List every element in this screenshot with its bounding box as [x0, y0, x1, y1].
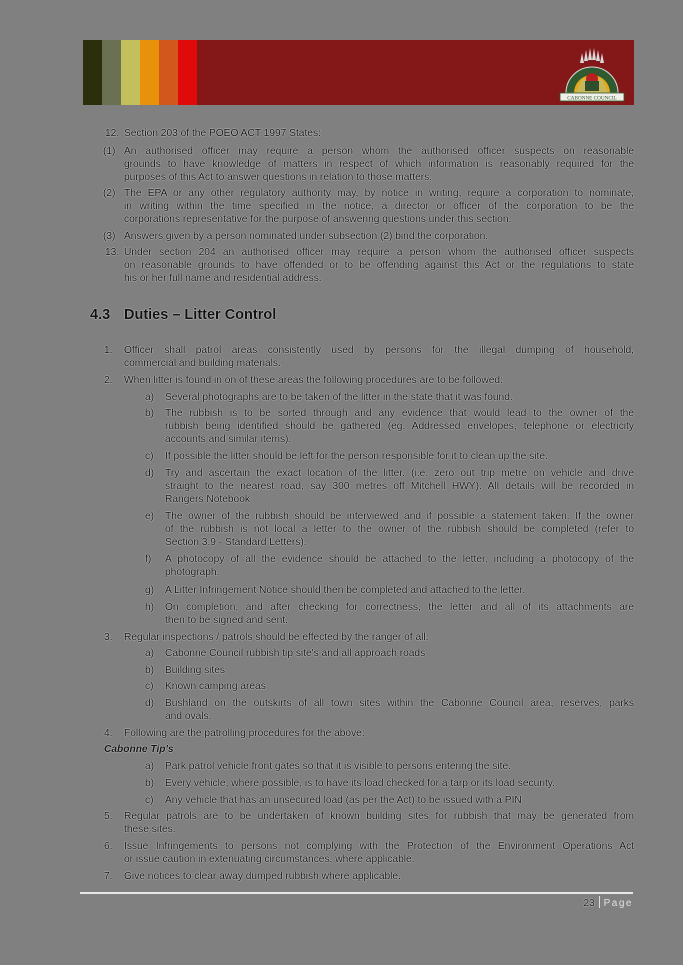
subitem-letter: h): [145, 602, 155, 613]
color-swatch-1: [83, 40, 102, 105]
color-swatch-6: [178, 40, 197, 105]
page-separator: [599, 896, 600, 908]
subitem-text-line: Every vehicle, where possible, is to have its load checked for a tarp or its load security.: [165, 778, 555, 789]
cabonne-council-logo-icon: [556, 43, 628, 103]
subitem-text-line: Park patrol vehicle front gates so that it is visible to persons entering the site.: [165, 761, 511, 772]
subitem-letter: e): [145, 511, 155, 522]
subitem-letter: a): [145, 392, 155, 403]
subsection-number: (1): [103, 146, 116, 157]
item-number: 7.: [104, 871, 113, 882]
item-text-line: Give notices to clear away dumped rubbish where applicable.: [124, 871, 401, 882]
subitem-text-line: photograph.: [165, 567, 220, 578]
subitem-text-line: Bushland on the outskirts of all town sites within the Cabonne Council area, reserves, parks: [165, 698, 634, 709]
subitem-letter: d): [145, 698, 155, 709]
subitem-text-line: straight to the nearest road, say 300 metres off Mitchell HWY). All details will be recorded in: [165, 481, 634, 492]
subsection-text-line: in writing within the time specified in the notice, a director or officer of the corporation to be the: [124, 201, 634, 212]
color-swatch-3: [121, 40, 140, 105]
page-footer: [584, 896, 633, 909]
subitem-text-line: Try and ascertain the exact location of the litter. (i.e. zero out trip metre on vehicle and drive: [165, 468, 634, 479]
subitem-letter: a): [145, 648, 155, 659]
item-text-line: Issue Infringements to persons not complying with the Protection of the Environment Operations Act: [124, 841, 634, 852]
svg-text:CABONNE COUNCIL: CABONNE COUNCIL: [567, 95, 617, 102]
subitem-text-line: Cabonne Council rubbish tip site's and all approach roads: [165, 648, 426, 659]
subitem-letter: c): [145, 795, 154, 806]
item-text: When litter is found in on of these areas the following procedures are to be followed:: [124, 375, 503, 386]
header-banner: [83, 40, 634, 105]
subitem-letter: a): [145, 761, 155, 772]
subitem-letter: g): [145, 585, 155, 596]
subsection-text-line: Answers given by a person nominated under subsection (2) bind the corporation.: [124, 231, 489, 242]
subitem-text-line: of the rubbish is not local a letter to the owner of the rubbish should be completed (refer to: [165, 524, 634, 535]
subsection-number: (3): [103, 231, 116, 242]
item-text-line: commercial and building materials.: [124, 358, 281, 369]
subitem-letter: c): [145, 451, 154, 462]
subitem-text-line: Section 3.9 - Standard Letters).: [165, 537, 307, 548]
section-heading: [90, 307, 276, 323]
item-text-line: these sites.: [124, 824, 176, 835]
item-number: 2.: [104, 375, 113, 386]
subitem-text-line: Known camping areas: [165, 681, 266, 692]
item-number: 3.: [104, 632, 113, 643]
subitem-letter: b): [145, 778, 155, 789]
color-swatch-2: [102, 40, 121, 105]
footer-divider: [80, 892, 633, 894]
item-number: 6.: [104, 841, 113, 852]
item-text-line: on reasonable grounds to have offended or to be offending against this Act or the regulations to state: [124, 260, 634, 271]
subitem-text-line: The rubbish is to be sorted through and any evidence that would lead to the owner of the: [165, 408, 634, 419]
item-text: Section 203 of the POEO ACT 1997 States:: [124, 128, 321, 139]
subsection-text-line: An authorised officer may require a person whom the authorised officer suspects on reasonable: [124, 146, 634, 157]
subitem-text-line: and ovals.: [165, 711, 212, 722]
subitem-text-line: On completion, and after checking for correctness, the letter and all of its attachments are: [165, 602, 634, 613]
subitem-text-line: If possible the litter should be left for the person responsible for it to clean up the site.: [165, 451, 548, 462]
item-text: Following are the patrolling procedures for the above:: [124, 728, 365, 739]
item-number: 12.: [105, 128, 120, 139]
item-text-line: Regular patrols are to be undertaken of known building sites for rubbish that may be generated from: [124, 811, 634, 822]
subitem-text-line: then to be signed and sent.: [165, 615, 288, 626]
subitem-text-line: rubbish being identified should be gathered (eg. Addressed envelopes, telephone or electricity: [165, 421, 634, 432]
subitem-text-line: A Litter Infringement Notice should then be completed and attached to the letter.: [165, 585, 526, 596]
page-number: 23: [583, 898, 595, 909]
subitem-letter: d): [145, 468, 155, 479]
item-number: 4.: [104, 728, 113, 739]
subitem-letter: f): [145, 554, 152, 565]
item-text: Regular inspections / patrols should be effected by the ranger of all:: [124, 632, 429, 643]
item-text-line: Officer shall patrol areas consistently used by persons for the illegal dumping of household,: [124, 345, 634, 356]
subitem-text-line: Rangers Notebook: [165, 494, 250, 505]
item-text-line: Under section 204 an authorised officer may require a person whom the authorised officer suspects: [124, 247, 634, 258]
subitem-letter: b): [145, 665, 155, 676]
color-swatch-4: [140, 40, 159, 105]
subitem-text-line: Building sites: [165, 665, 226, 676]
item-number: 5.: [104, 811, 113, 822]
section-number: 4.3: [90, 307, 111, 323]
subsection-text-line: The EPA or any other regulatory authority may, by notice in writing, require a corporation to nominate,: [124, 188, 634, 199]
subsection-text-line: corporations representative for the purpose of answering questions under this section.: [124, 214, 512, 225]
subsection-text-line: purposes of this Act to answer questions in relation to those matters.: [124, 172, 433, 183]
item-text-line: or issue caution in extenuating circumstances, where applicable.: [124, 854, 415, 865]
item-number: 13.: [105, 247, 120, 258]
subitem-text-line: Any vehicle that has an unsecured load (as per the Act) to be issued with a PIN: [165, 795, 522, 806]
subitem-letter: c): [145, 681, 154, 692]
color-swatch-5: [159, 40, 178, 105]
subitem-letter: b): [145, 408, 155, 419]
item-number: 1.: [104, 345, 113, 356]
page-label: Page: [603, 898, 633, 909]
subsection-text-line: grounds to have knowledge of matters in respect of which information is reasonably required for the: [124, 159, 634, 170]
subitem-text-line: A photocopy of all the evidence should be attached to the letter, including a photocopy of the: [165, 554, 634, 565]
item-text-line: his or her full name and residential address.: [124, 273, 322, 284]
subsection-number: (2): [103, 188, 116, 199]
section-title: Duties – Litter Control: [124, 307, 277, 323]
subitem-text-line: Several photographs are to be taken of the litter in the state that it was found.: [165, 392, 513, 403]
tips-subheading: Cabonne Tip's: [104, 744, 174, 755]
subitem-text-line: The owner of the rubbish should be interviewed and if possible a statement taken. If the owner: [165, 511, 634, 522]
subitem-text-line: accounts and similar items).: [165, 434, 292, 445]
